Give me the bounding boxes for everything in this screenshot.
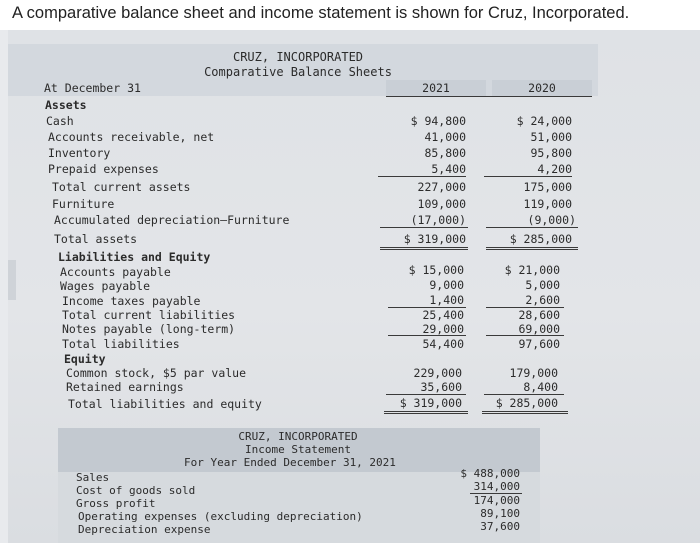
row-label: Total liabilities and equity bbox=[68, 397, 262, 411]
row-value-2021: 9,000 bbox=[429, 278, 464, 292]
row-value-2021: $ 319,000 bbox=[403, 232, 466, 246]
is-company: CRUZ, INCORPORATED bbox=[238, 430, 358, 443]
row-value-2021: 5,400 bbox=[431, 162, 466, 176]
row-value-2020: $ 285,000 bbox=[495, 396, 558, 410]
is-period: For Year Ended December 31, 2021 bbox=[184, 456, 396, 469]
equity-heading: Equity bbox=[64, 352, 106, 366]
row-value-2020: 175,000 bbox=[523, 180, 572, 194]
row-value: 174,000 bbox=[473, 494, 520, 507]
statement-photo bbox=[8, 30, 700, 543]
row-label: Income taxes payable bbox=[62, 294, 201, 308]
row-value: 37,600 bbox=[480, 520, 520, 533]
row-value-2020: $ 24,000 bbox=[516, 114, 572, 128]
row-value-2021: 41,000 bbox=[424, 130, 466, 144]
is-title: Income Statement bbox=[245, 443, 351, 456]
bs-year-2020: 2020 bbox=[528, 81, 556, 95]
row-label: Accumulated depreciation—Furniture bbox=[54, 213, 290, 227]
row-label: Total assets bbox=[54, 232, 138, 246]
row-value-2021: (17,000) bbox=[410, 213, 466, 227]
row-value-2020: 4,200 bbox=[537, 162, 572, 176]
bs-date-label: At December 31 bbox=[44, 81, 141, 95]
row-value-2020: 95,800 bbox=[530, 146, 572, 160]
row-value-2020: 8,400 bbox=[523, 380, 558, 394]
row-label: Notes payable (long-term) bbox=[62, 322, 236, 336]
row-label: Cash bbox=[46, 114, 74, 128]
row-value-2020: 119,000 bbox=[523, 197, 572, 211]
row-value-2020: 179,000 bbox=[509, 366, 558, 380]
row-value-2020: $ 21,000 bbox=[504, 263, 560, 277]
row-label: Total current assets bbox=[52, 180, 191, 194]
row-label: Furniture bbox=[52, 197, 115, 211]
row-label: Gross profit bbox=[76, 497, 156, 510]
row-label: Common stock, $5 par value bbox=[66, 366, 247, 380]
row-value-2021: 85,800 bbox=[424, 146, 466, 160]
row-value-2021: 1,400 bbox=[429, 293, 464, 307]
row-value-2021: 229,000 bbox=[413, 366, 462, 380]
row-value-2021: 35,600 bbox=[420, 380, 462, 394]
row-label: Sales bbox=[76, 471, 110, 484]
row-label: Cost of goods sold bbox=[76, 484, 196, 497]
row-value-2021: 227,000 bbox=[417, 180, 466, 194]
bs-title: Comparative Balance Sheets bbox=[204, 65, 392, 79]
row-value: 89,100 bbox=[480, 507, 520, 520]
row-label: Accounts payable bbox=[60, 265, 171, 279]
row-label: Operating expenses (excluding depreciation) bbox=[78, 510, 363, 523]
question-prompt: A comparative balance sheet and income statement is shown for Cruz, Incorporated. bbox=[0, 0, 700, 30]
row-label: Total current liabilities bbox=[62, 308, 236, 322]
row-label: Prepaid expenses bbox=[48, 162, 159, 176]
row-value-2021: 25,400 bbox=[422, 308, 464, 322]
row-label: Total liabilities bbox=[62, 337, 180, 351]
assets-heading: Assets bbox=[45, 98, 87, 112]
row-label: Retained earnings bbox=[66, 380, 184, 394]
row-value-2020: 51,000 bbox=[530, 130, 572, 144]
row-value-2020: 2,600 bbox=[525, 293, 560, 307]
row-value-2020: 5,000 bbox=[525, 278, 560, 292]
row-value-2021: 109,000 bbox=[417, 197, 466, 211]
bs-year-2021: 2021 bbox=[422, 81, 450, 95]
row-label: Inventory bbox=[48, 146, 111, 160]
row-label: Depreciation expense bbox=[78, 523, 211, 536]
row-value-2020: 69,000 bbox=[518, 322, 560, 336]
row-value-2021: 54,400 bbox=[422, 337, 464, 351]
bs-company: CRUZ, INCORPORATED bbox=[232, 50, 364, 64]
row-value-2021: $ 319,000 bbox=[399, 396, 462, 410]
row-label: Wages payable bbox=[60, 279, 151, 293]
row-value-2020: $ 285,000 bbox=[509, 232, 572, 246]
row-value-2021: $ 94,800 bbox=[410, 114, 466, 128]
row-value-2020: 97,600 bbox=[518, 337, 560, 351]
row-label: Accounts receivable, net bbox=[48, 130, 215, 144]
row-value-2020: (9,000) bbox=[527, 213, 576, 227]
row-value: 314,000 bbox=[473, 480, 520, 493]
row-value-2021: $ 15,000 bbox=[408, 263, 464, 277]
row-value-2021: 29,000 bbox=[422, 322, 464, 336]
row-value: $ 488,000 bbox=[460, 467, 520, 480]
row-value-2020: 28,600 bbox=[518, 308, 560, 322]
liabilities-heading: Liabilities and Equity bbox=[58, 250, 211, 264]
